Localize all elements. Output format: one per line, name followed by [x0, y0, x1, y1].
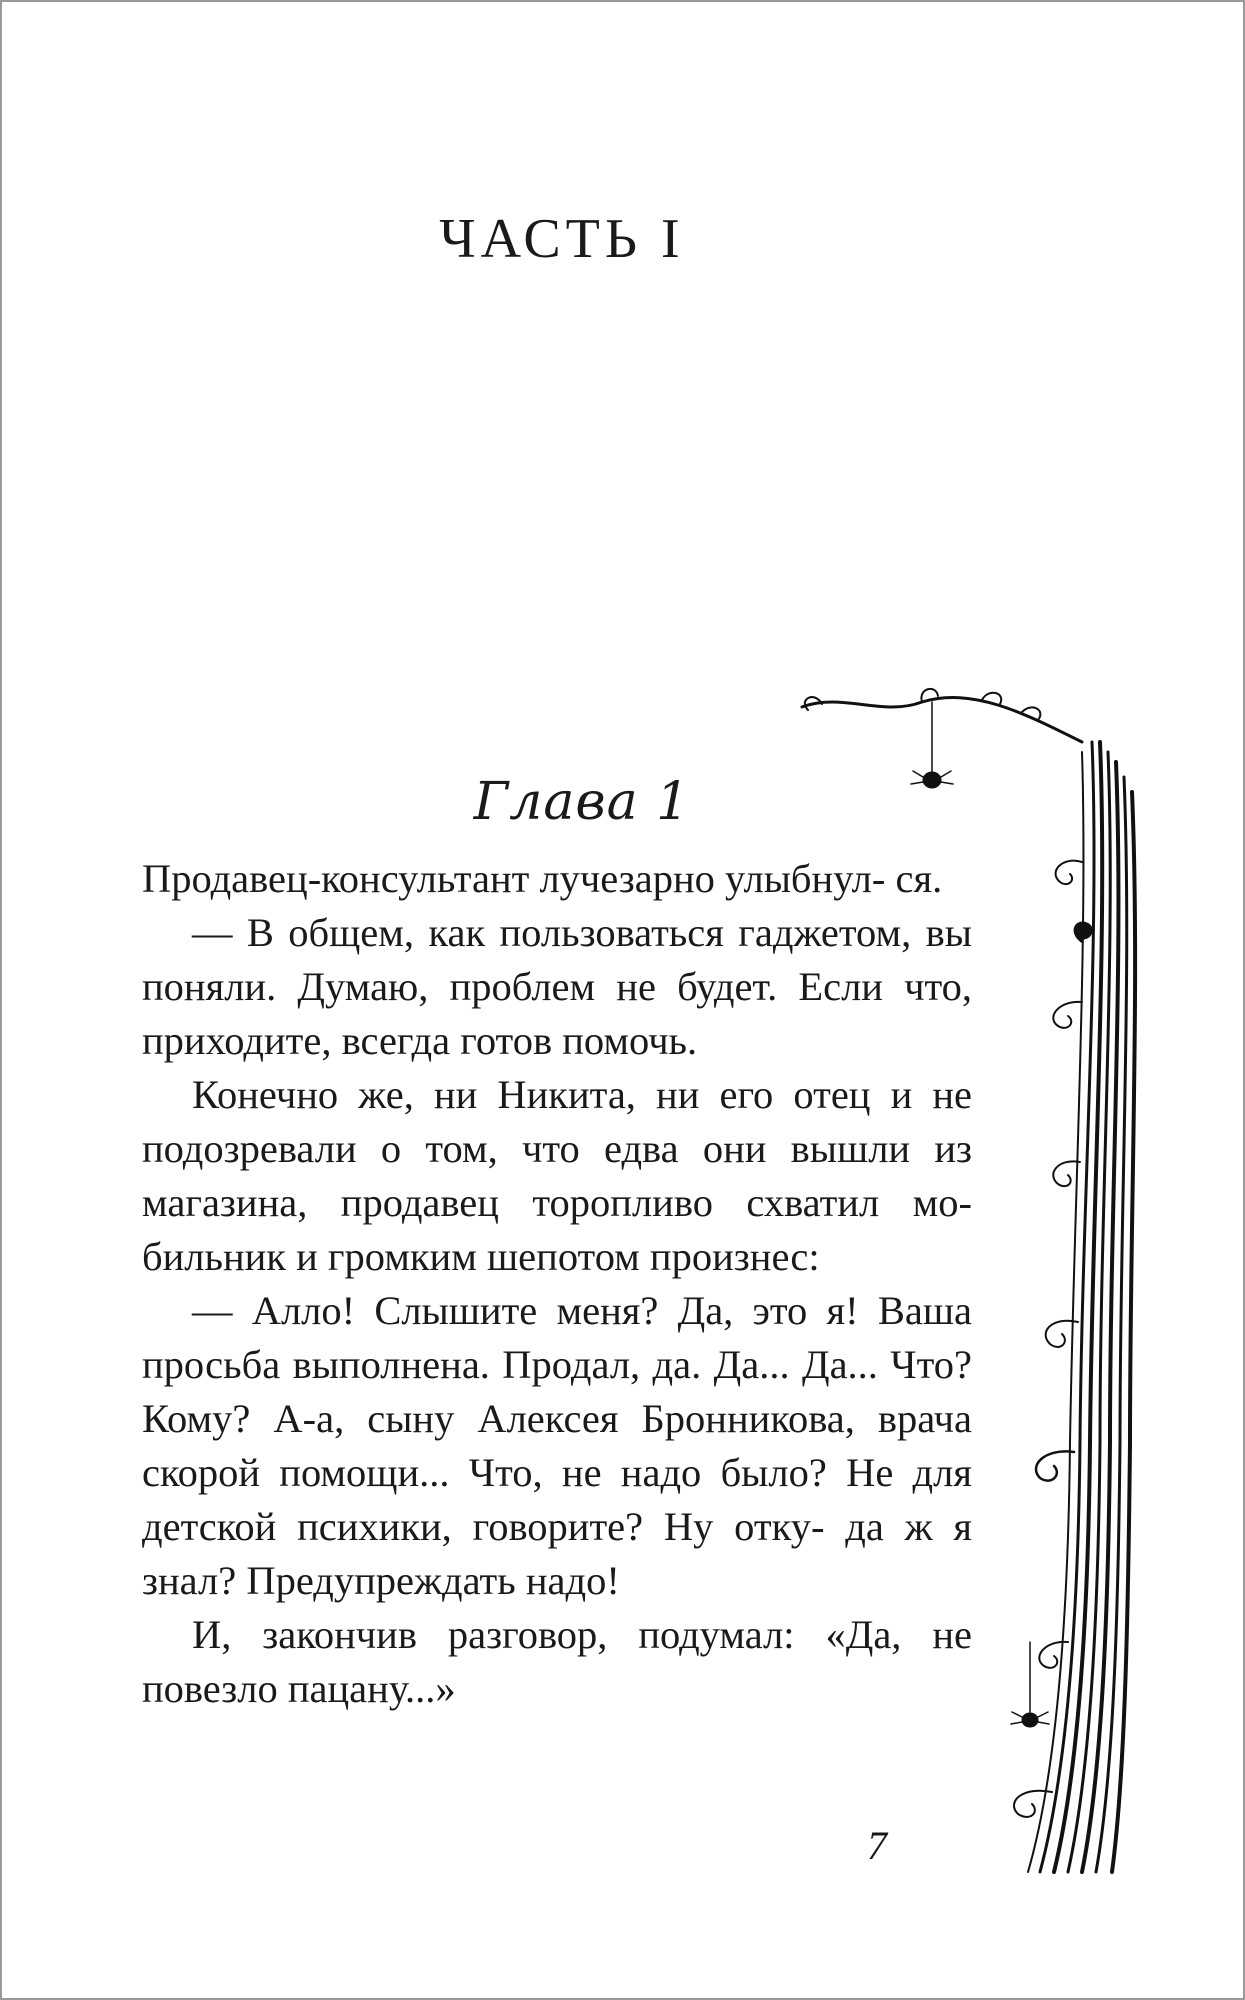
tree-with-spiders-icon [782, 682, 1152, 1902]
chapter-title: Глава 1 [473, 772, 691, 832]
part-title: ЧАСТЬ I [439, 208, 685, 270]
paragraph: — Алло! Слышите меня? Да, это я! Ваша просьба выполнена. Продал, да. Да... Да... Что? Кому? А-а, сыну Алексея Бронникова, врача скорой помощи... Что, не надо было? Не для детской психики, говорите? Ну отку- да ж я знал? Предупреждать надо! [142, 1288, 972, 1603]
paragraph: Конечно же, ни Никита, ни его отец и не подозревали о том, что едва они вышли из магазина, продавец торопливо схватил мо- бильник и громким шепотом произнес: [142, 1072, 972, 1279]
paragraph: И, закончив разговор, подумал: «Да, не повезло пацану...» [142, 1612, 972, 1711]
paragraph: Продавец-консультант лучезарно улыбнул- ся. [142, 856, 943, 901]
paragraph: — В общем, как пользоваться гаджетом, вы поняли. Думаю, проблем не будет. Если что, приходите, всегда готов помочь. [142, 910, 972, 1063]
page-number: 7 [867, 1823, 887, 1868]
